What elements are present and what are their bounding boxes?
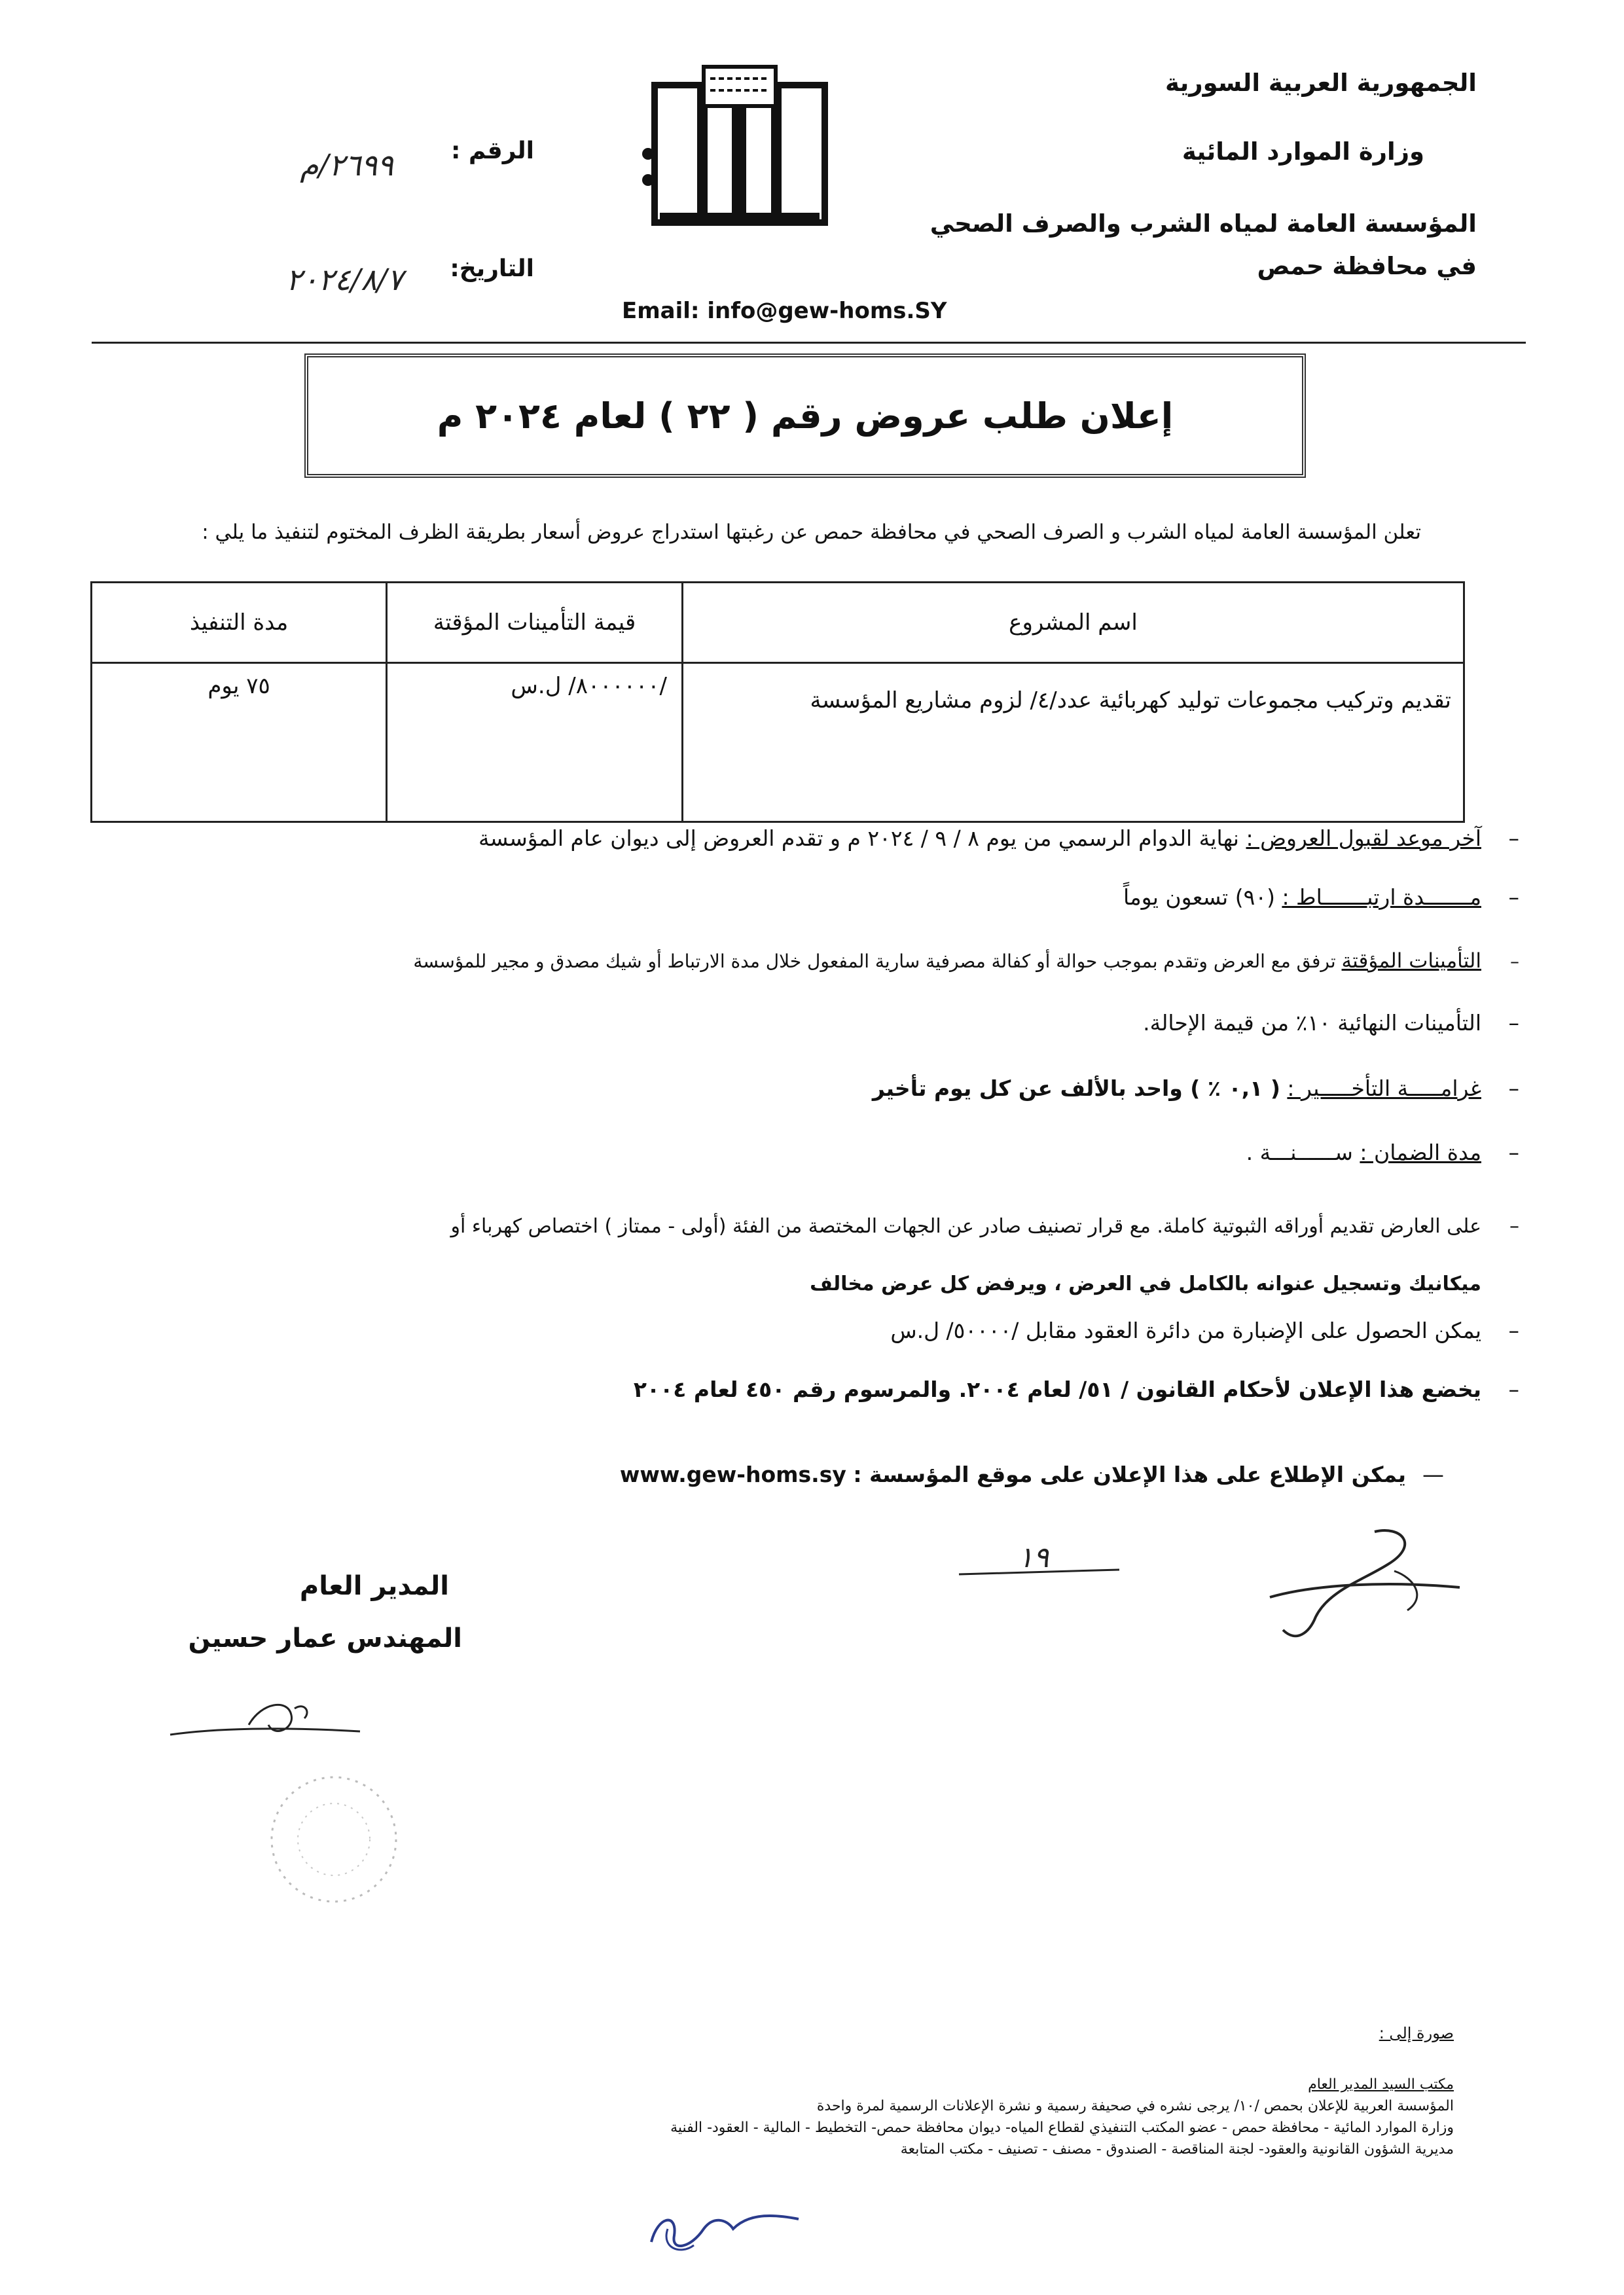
column-header-duration: مدة التنفيذ	[92, 583, 387, 663]
list-item: المؤسسة العربية للإعلان بحمص /١٠/ يرجى نشره في صحيفة رسمية و نشرة الإعلانات الرسمية لمرة واحدة	[816, 2098, 1454, 2114]
initial-mark-text: ١٩	[1018, 1541, 1049, 1574]
final-insurance-text: التأمينات النهائية ١٠٪ من قيمة الإحالة.	[1143, 1010, 1481, 1036]
announcement-title-box	[304, 353, 1306, 478]
initial-mark	[956, 1541, 1126, 1591]
header-divider	[92, 342, 1526, 344]
insurance-value-cell: /٨٠٠٠٠٠٠/ ل.س	[387, 663, 683, 822]
table-row	[92, 663, 1464, 822]
date-label: التاريخ:	[450, 255, 534, 282]
deadline-label: آخر موعد لقبول العروض :	[1246, 825, 1481, 851]
signatory-name: المهندس عمار حسين	[188, 1623, 462, 1653]
table-header-row	[92, 583, 1464, 663]
manager-signature	[1257, 1519, 1466, 1650]
temp-insurance-text: ترفق مع العرض وتقدم بموجب حوالة أو كفالة مصرفية سارية المفعول خلال مدة الارتباط أو شيك مصدق و مجير للمؤسسة	[413, 950, 1336, 972]
water-establishment-logo	[641, 59, 838, 229]
delay-fine-text: ( ٠,١ ٪ ) واحد بالألف عن كل يوم تأخير	[872, 1075, 1280, 1101]
list-item: وزارة الموارد المائية - محافظة حمص - عضو المكتب التنفيذي لقطاع المياه- ديوان محافظة حمص- التخطيط - المالية - العقود- الفنية	[670, 2120, 1454, 2136]
director-signature	[164, 1689, 386, 1761]
delay-fine-label: غرامـــــة التأخـــــير :	[1287, 1075, 1481, 1101]
clause-law: –يخضع هذا الإعلان لأحكام القانون / ٥١/ لعام ٢٠٠٤. والمرسوم رقم ٤٥٠ لعام ٢٠٠٤	[633, 1377, 1519, 1402]
clause-deadline: –آخر موعد لقبول العروض : نهاية الدوام الرسمي من يوم ٨ / ٩ / ٢٠٢٤ م و تقدم العروض إلى ديوان عام المؤسسة	[478, 825, 1519, 851]
clause-delay-fine: –غرامـــــة التأخـــــير : ( ٠,١ ٪ ) واحد بالألف عن كل يوم تأخير	[872, 1075, 1519, 1101]
classification-line-1: على العارض تقديم أوراقه الثبوتية كاملة. مع قرار تصنيف صادر عن الجهات المختصة من الفئة (أولى - ممتاز ) اختصاص كهرباء أو	[450, 1215, 1481, 1238]
intro-paragraph: تعلن المؤسسة العامة لمياه الشرب و الصرف الصحي في محافظة حمص عن رغبتها استدراج عروض أسعار بطريقة الظرف المختوم لتنفيذ ما يلي :	[202, 520, 1421, 544]
reference-number-value: ٢٦٩٩/م	[300, 147, 393, 183]
clause-classification: –على العارض تقديم أوراقه الثبوتية كاملة. مع قرار تصنيف صادر عن الجهات المختصة من الفئة (أولى - ممتاز ) اختصاص كهرباء أو ميكانيك وتسجيل عنوانه بالكامل في العرض ، ويرفض كل عرض مخالف	[450, 1215, 1519, 1295]
clause-file-price: –يمكن الحصول على الإضبارة من دائرة العقود مقابل /٥٠٠٠٠/ ل.س	[890, 1318, 1519, 1343]
clause-website: —يمكن الإطلاع على هذا الإعلان على موقع المؤسسة : www.gew-homs.sy	[619, 1462, 1444, 1487]
official-stamp	[262, 1767, 406, 1911]
column-header-insurance: قيمة التأمينات المؤقتة	[387, 583, 683, 663]
project-name-cell: تقديم وتركيب مجموعات توليد كهربائية عدد/٤/ لزوم مشاريع المؤسسة	[683, 663, 1464, 822]
clause-warranty: –مدة الضمان : ســــــنـــة .	[1246, 1140, 1519, 1165]
file-price-text: يمكن الحصول على الإضبارة من دائرة العقود مقابل /٥٠٠٠٠/ ل.س	[890, 1318, 1481, 1343]
project-table	[90, 581, 1465, 823]
signatory-title: المدير العام	[299, 1571, 449, 1601]
binding-text: (٩٠) تسعون يوماً	[1123, 884, 1275, 910]
deadline-text: نهاية الدوام الرسمي من يوم ٨ / ٩ / ٢٠٢٤ م و تقدم العروض إلى ديوان عام المؤسسة	[478, 825, 1239, 851]
binding-label: مـــــــدة ارتبـــــــاط :	[1282, 884, 1481, 910]
clause-temporary-insurance: –التأمينات المؤقتة ترفق مع العرض وتقدم بموجب حوالة أو كفالة مصرفية سارية المفعول خلال مدة الارتباط أو شيك مصدق و مجير للمؤسسة	[413, 949, 1519, 973]
warranty-text: ســــــنـــة .	[1246, 1140, 1353, 1165]
institution-governorate: في محافظة حمص	[1257, 252, 1477, 280]
list-item: مكتب السيد المدير العام	[1308, 2076, 1454, 2093]
country-name: الجمهورية العربية السورية	[1164, 69, 1477, 97]
temp-insurance-label: التأمينات المؤقتة	[1341, 949, 1481, 973]
law-text: يخضع هذا الإعلان لأحكام القانون / ٥١/ لعام ٢٠٠٤. والمرسوم رقم ٤٥٠ لعام ٢٠٠٤	[633, 1377, 1481, 1402]
column-header-project: اسم المشروع	[683, 583, 1464, 663]
list-item: مديرية الشؤون القانونية والعقود- لجنة المناقصة - الصندوق - مصنف - تصنيف - مكتب المتابعة	[900, 2141, 1454, 2158]
website-text: يمكن الإطلاع على هذا الإعلان على موقع المؤسسة :	[853, 1462, 1406, 1487]
clause-binding-period: –مـــــــدة ارتبـــــــاط : (٩٠) تسعون يوماً	[1123, 884, 1519, 910]
announcement-title: إعلان طلب عروض رقم ( ٢٢ ) لعام ٢٠٢٤ م	[437, 395, 1174, 437]
email-address: Email: info@gew-homs.SY	[622, 298, 947, 324]
ministry-name: وزارة الموارد المائية	[1182, 137, 1424, 166]
classification-line-2: ميكانيك وتسجيل عنوانه بالكامل في العرض ، ويرفض كل عرض مخالف	[810, 1273, 1481, 1295]
reference-number-label: الرقم :	[451, 137, 534, 164]
website-url: www.gew-homs.sy	[619, 1462, 846, 1487]
duration-cell: ٧٥ يوم	[92, 663, 387, 822]
date-value: ٢٠٢٤/٨/٧	[285, 262, 403, 297]
copies-heading: صورة إلى :	[1379, 2024, 1454, 2042]
clerk-signature	[641, 2190, 812, 2262]
institution-name: المؤسسة العامة لمياه الشرب والصرف الصحي	[929, 209, 1477, 238]
clause-final-insurance: –التأمينات النهائية ١٠٪ من قيمة الإحالة.	[1143, 1010, 1519, 1036]
warranty-label: مدة الضمان :	[1360, 1140, 1481, 1165]
copies-list	[670, 2074, 1454, 2160]
